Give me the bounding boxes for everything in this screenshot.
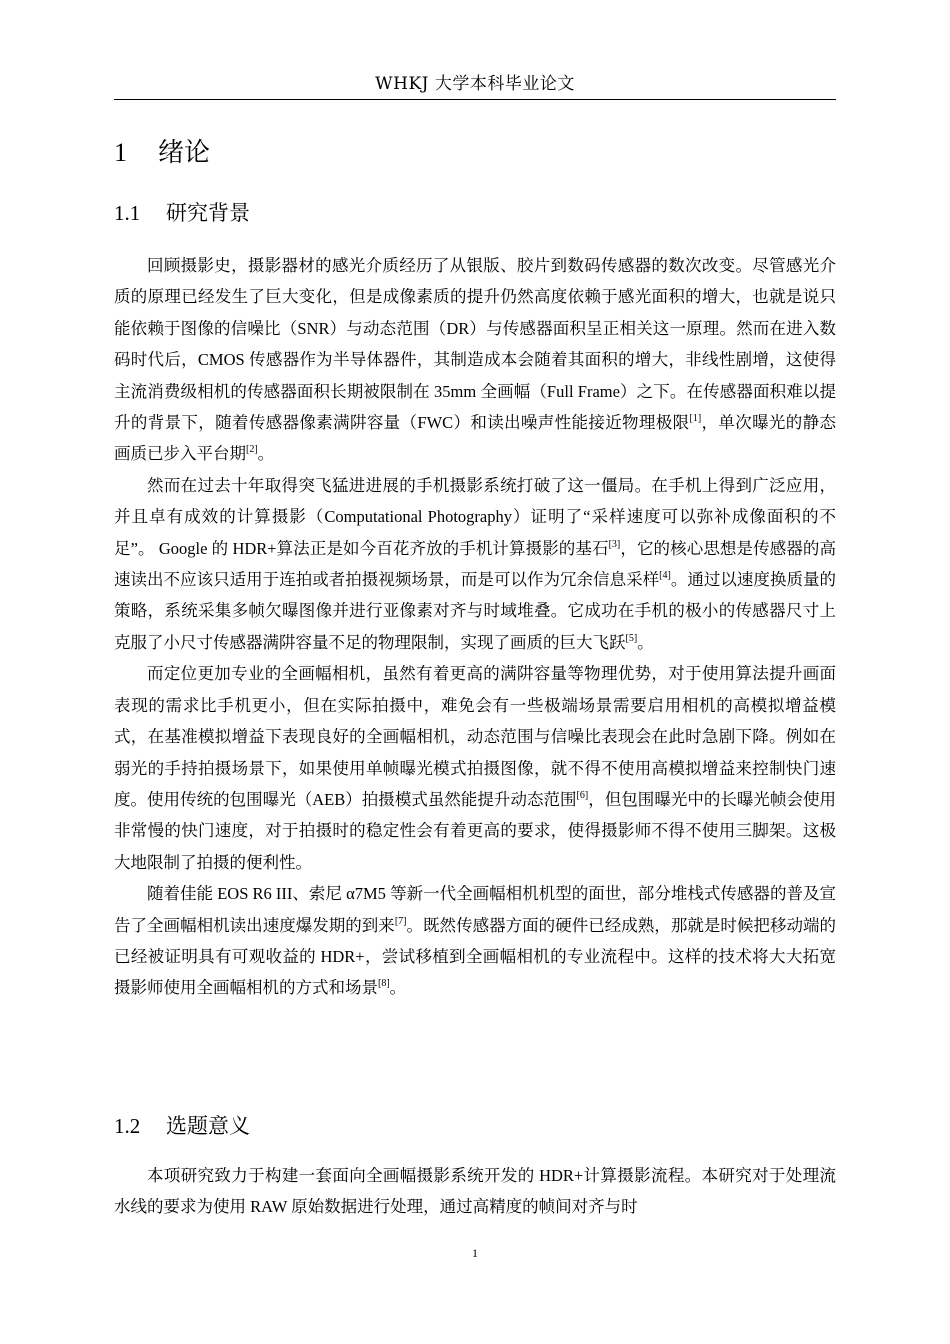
paragraph-text: 。 <box>637 632 654 652</box>
citation-ref: [8] <box>378 978 390 990</box>
section-number: 1.2 <box>114 1114 141 1138</box>
paragraph-text: ，单次曝光的静态画质已步入平台期 <box>114 413 836 464</box>
chapter-title: 绪论 <box>158 138 211 168</box>
section-body-1-2 <box>114 1160 836 1223</box>
paragraph-text: 。 <box>389 978 407 998</box>
citation-ref: [1] <box>689 413 702 425</box>
body-paragraph <box>114 658 836 878</box>
header-rule <box>114 99 836 100</box>
paragraph-text: 。 <box>257 444 275 464</box>
paragraph-text: 而定位更加专业的全画幅相机，虽然有着更高的满阱容量等物理优势，对于使用算法提升画面表现的需求比手机更小，但在实际拍摄中，难免会有一些极端场景需要启用相机的高模拟增益模式，在基准模拟增益下表现良好的全画幅相机，动态范围与信噪比表现会在此时急剧下降。例如在弱光的手持拍摄场景下，如果使用单帧曝光模式拍摄图像，就不得不使用高模拟增益来控制快门速度。使用传统的包围曝光（AEB）拍摄模式虽然能提升动态范围 <box>114 664 836 809</box>
paragraph-text: 回顾摄影史，摄影器材的感光介质经历了从银版、胶片到数码传感器的数次改变。尽管感光介质的原理已经发生了巨大变化，但是成像素质的提升仍然高度依赖于感光面积的增大，也就是说只能依赖于图像的信噪比（SNR）与动态范围（DR）与传感器面积呈正相关这一原理。然而在进入数码时代后，CMOS 传感器作为半导体器件，其制造成本会随着其面积的增大，非线性剧增，这使得主流消费级相机的传感器面积长期被限制在 35mm 全画幅（Full Frame）之下。在传感器面积难以提升的背景下，随着传感器像素满阱容量（FWC）和读出噪声性能接近物理极限 <box>114 256 836 433</box>
paragraph-text: ，但包围曝光中的长曝光帧会使用非常慢的快门速度，对于拍摄时的稳定性会有着更高的要求，使得摄影师不得不使用三脚架。这极大地限制了拍摄的便利性。 <box>114 789 837 872</box>
body-paragraph <box>114 1160 836 1223</box>
citation-ref: [4] <box>659 570 671 582</box>
citation-ref: [7] <box>394 915 407 927</box>
body-paragraph <box>114 250 836 470</box>
body-paragraph <box>114 878 836 1004</box>
section-number: 1.1 <box>114 201 141 225</box>
citation-ref: [5] <box>625 632 638 644</box>
section-heading-1-1 <box>114 199 250 227</box>
section-heading-1-2 <box>114 1112 250 1140</box>
paragraph-text: 本项研究致力于构建一套面向全画幅摄影系统开发的 HDR+计算摄影流程。本研究对于处理流水线的要求为使用 RAW 原始数据进行处理，通过高精度的帧间对齐与时 <box>114 1166 836 1217</box>
paragraph-text: 随着佳能 EOS R6 III、索尼 α7M5 等新一代全画幅相机机型的面世，部分堆栈式传感器的普及宣告了全画幅相机读出速度爆发期的到来 <box>114 884 836 935</box>
chapter-heading <box>114 136 210 170</box>
paragraph-text: 然而在过去十年取得突飞猛进进展的手机摄影系统打破了这一僵局。在手机上得到广泛应用，并且卓有成效的计算摄影（Computational Photography）证明了“采样速度可以弥补成像面积的不足”。 Google 的 HDR+算法正是如今百花齐放的手机计算摄影的基石 <box>114 475 836 558</box>
chapter-number: 1 <box>114 138 127 167</box>
citation-ref: [3] <box>608 538 621 550</box>
section-body-1-1 <box>114 250 836 1004</box>
paragraph-text: ，它的核心思想是传感器的高速读出不应该只适用于连拍或者拍摄视频场景，而是可以作为冗余信息采样 <box>114 538 837 590</box>
paragraph-text: 。既然传感器方面的硬件已经成熟，那就是时候把移动端的已经被证明具有可观收益的 HDR+，尝试移植到全画幅相机的专业流程中。这样的技术将大大拓宽摄影师使用全画幅相机的方式和场景 <box>114 915 837 998</box>
page-number: 1 <box>472 1246 478 1260</box>
paragraph-text: 。通过以速度换质量的策略，系统采集多帧欠曝图像并进行亚像素对齐与时域堆叠。它成功在手机的极小的传感器尺寸上克服了小尺寸传感器满阱容量不足的物理限制，实现了画质的巨大飞跃 <box>114 570 837 652</box>
citation-ref: [6] <box>576 789 589 801</box>
running-header: WHKJ 大学本科毕业论文 <box>375 74 575 94</box>
body-paragraph <box>114 470 836 658</box>
citation-ref: [2] <box>246 444 258 456</box>
section-title: 研究背景 <box>166 201 250 225</box>
section-title: 选题意义 <box>166 1114 250 1138</box>
